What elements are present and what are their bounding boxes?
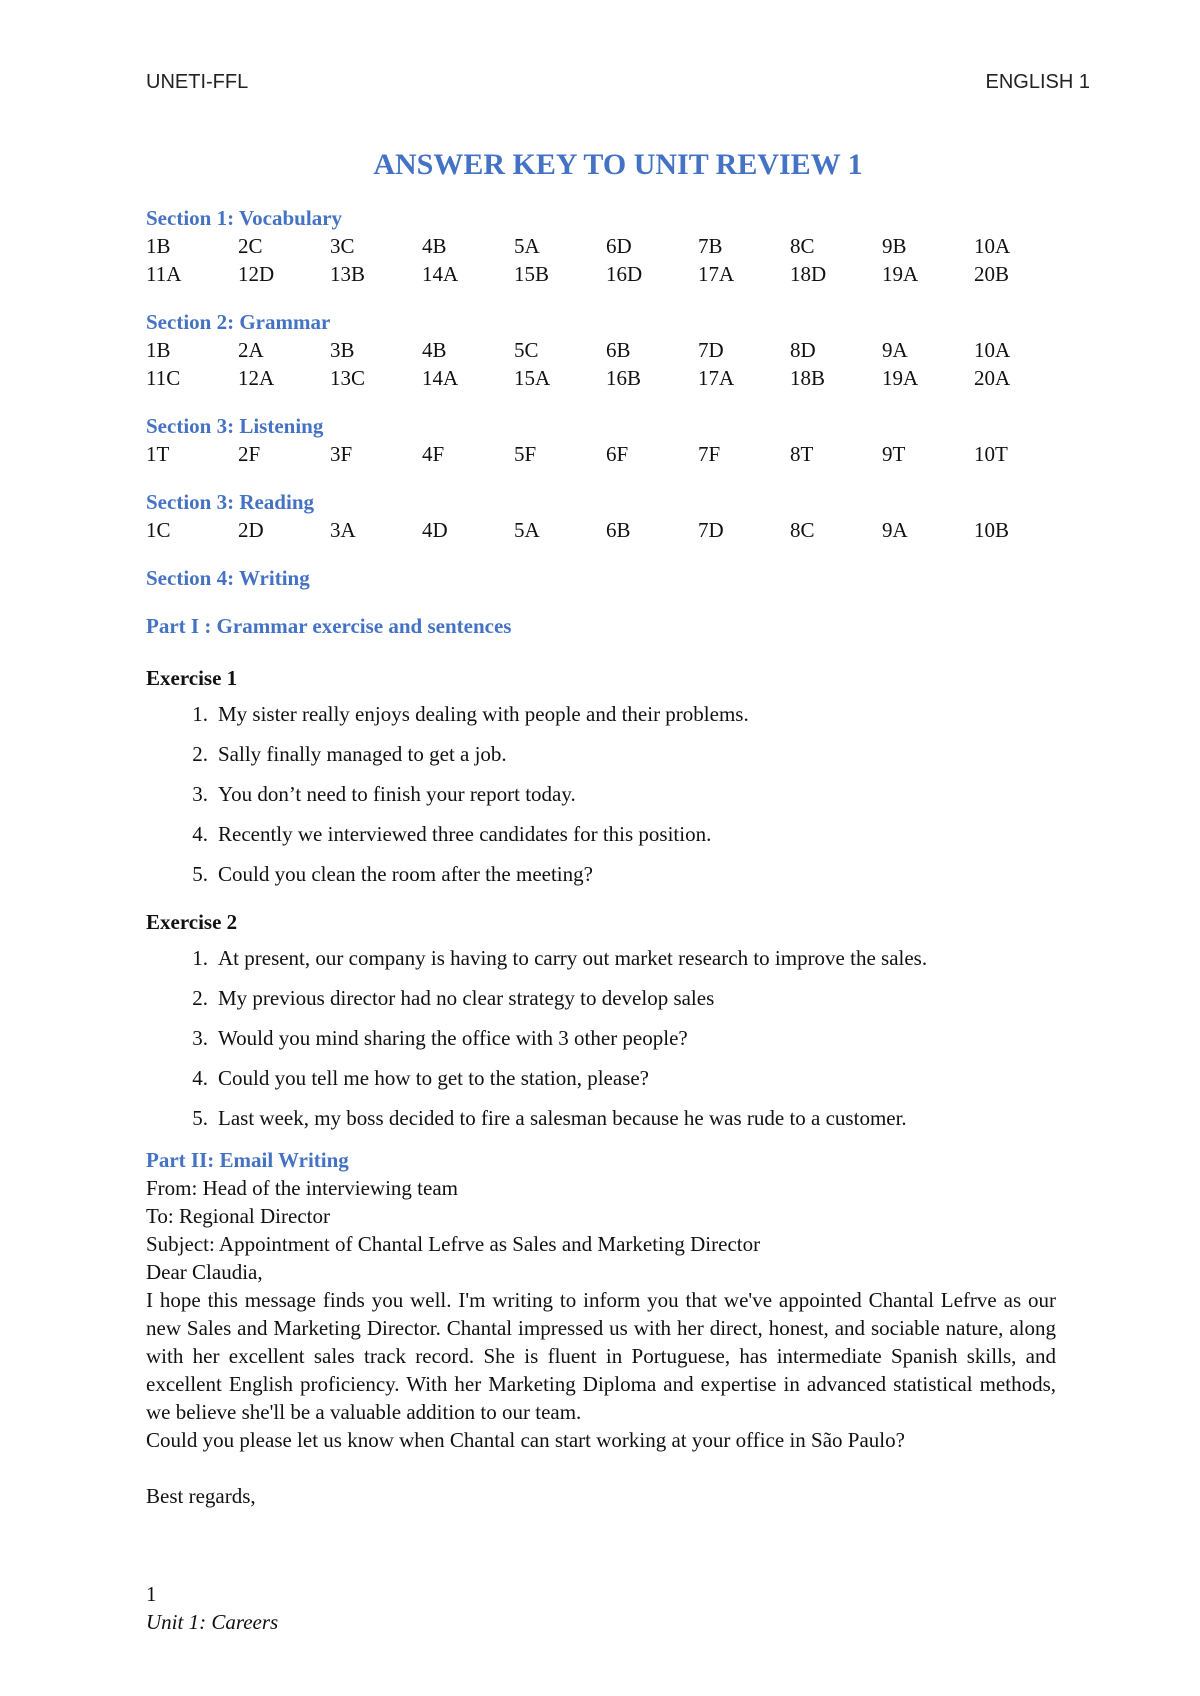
exercise1-heading: Exercise 1 <box>146 666 238 690</box>
answer-cell: 11C <box>146 366 181 390</box>
answer-cell: 13B <box>330 262 366 286</box>
answer-cell: 20B <box>974 262 1010 286</box>
page-title: ANSWER KEY TO UNIT REVIEW 1 <box>373 148 863 181</box>
exercise2-heading: Exercise 2 <box>146 910 238 934</box>
section-heading: Section 3: Listening <box>146 414 324 438</box>
answer-cell: 8C <box>790 234 815 258</box>
answer-cell: 4F <box>422 442 445 466</box>
section-heading: Section 2: Grammar <box>146 310 331 334</box>
part1-heading: Part I : Grammar exercise and sentences <box>146 614 512 638</box>
section-heading: Section 1: Vocabulary <box>146 206 343 230</box>
header-right: ENGLISH 1 <box>985 71 1090 93</box>
answer-cell: 10B <box>974 518 1010 542</box>
answer-cell: 1B <box>146 234 171 258</box>
email <box>146 1174 1066 1510</box>
answer-cell: 5F <box>514 442 537 466</box>
list-item-text: You don’t need to finish your report today. <box>218 782 576 806</box>
answer-cell: 19A <box>882 262 919 286</box>
answer-cell: 13C <box>330 366 366 390</box>
answer-cell: 4B <box>422 338 447 362</box>
answer-cell: 10T <box>974 442 1008 466</box>
email-from: From: Head of the interviewing team <box>146 1176 458 1200</box>
answer-cell: 8D <box>790 338 816 362</box>
answer-cell: 15B <box>514 262 550 286</box>
list-item: 2. My previous director had no clear strategy to develop sales <box>146 978 1066 1018</box>
section-listening <box>146 412 1066 468</box>
answer-cell: 4D <box>422 518 448 542</box>
answer-cell: 5A <box>514 518 540 542</box>
email-greeting: Dear Claudia, <box>146 1260 263 1284</box>
answer-cell: 5C <box>514 338 539 362</box>
answer-cell: 2A <box>238 338 264 362</box>
email-subject: Subject: Appointment of Chantal Lefrve as Sales and Marketing Director <box>146 1232 761 1256</box>
exercise2-list <box>146 938 1066 1138</box>
answer-cell: 6B <box>606 518 631 542</box>
answer-cell: 3B <box>330 338 355 362</box>
list-item: 3. You don’t need to finish your report today. <box>146 774 1066 814</box>
part2-heading: Part II: Email Writing <box>146 1148 349 1172</box>
answer-cell: 3A <box>330 518 356 542</box>
answer-cell: 9A <box>882 338 908 362</box>
answer-cell: 5A <box>514 234 540 258</box>
answer-cell: 16B <box>606 366 642 390</box>
email-body: I hope this message finds you well. I'm writing to inform you that we've appointed Chantal Lefrve as our new Sales and Marketing Director. Chantal impressed us with her direct, honest, and sociable nature, along with her excellent sales track record. She is fluent in Portuguese, has intermediate Spanish skills, and excellent English proficiency. With her Marketing Diploma and expertise in advanced statistical methods, we believe she'll be a valuable addition to our team. <box>146 1288 1056 1424</box>
answer-cell: 12D <box>238 262 275 286</box>
writing-heading: Section 4: Writing <box>146 566 310 590</box>
list-item-text: Could you tell me how to get to the station, please? <box>218 1066 650 1090</box>
list-item-text: At present, our company is having to carry out market research to improve the sales. <box>218 946 928 970</box>
answer-cell: 18B <box>790 366 826 390</box>
answer-cell: 12A <box>238 366 275 390</box>
answer-cell: 9B <box>882 234 907 258</box>
answer-cell: 19A <box>882 366 919 390</box>
header-left: UNETI-FFL <box>146 71 249 93</box>
answer-row <box>146 440 1066 468</box>
answer-cell: 6B <box>606 338 631 362</box>
document-body <box>146 204 1066 1510</box>
answer-cell: 17A <box>698 366 735 390</box>
email-question: Could you please let us know when Chantal can start working at your office in São Paulo? <box>146 1428 905 1452</box>
answer-cell: 10A <box>974 338 1011 362</box>
answer-cell: 1B <box>146 338 171 362</box>
answer-cell: 6F <box>606 442 629 466</box>
footer-unit: Unit 1: Careers <box>146 1610 279 1634</box>
answer-cell: 9T <box>882 442 906 466</box>
answer-cell: 17A <box>698 262 735 286</box>
list-item: 4. Recently we interviewed three candidates for this position. <box>146 814 1066 854</box>
answer-cell: 10A <box>974 234 1011 258</box>
answer-row <box>146 336 1066 364</box>
answer-cell: 8C <box>790 518 815 542</box>
answer-cell: 3F <box>330 442 353 466</box>
email-to: To: Regional Director <box>146 1204 330 1228</box>
list-item-text: Would you mind sharing the office with 3 other people? <box>218 1026 688 1050</box>
page-number: 1 <box>146 1582 157 1606</box>
answer-cell: 14A <box>422 262 459 286</box>
answer-cell: 9A <box>882 518 908 542</box>
list-item: 1. At present, our company is having to carry out market research to improve the sales. <box>146 938 1066 978</box>
answer-cell: 11A <box>146 262 182 286</box>
exercise1-list <box>146 694 1066 894</box>
list-item-text: My sister really enjoys dealing with people and their problems. <box>218 702 749 726</box>
answer-row <box>146 364 1066 392</box>
list-item: 2. Sally finally managed to get a job. <box>146 734 1066 774</box>
answer-cell: 8T <box>790 442 814 466</box>
list-item: 4. Could you tell me how to get to the station, please? <box>146 1058 1066 1098</box>
answer-cell: 20A <box>974 366 1011 390</box>
section-grammar <box>146 308 1066 392</box>
answer-cell: 7D <box>698 518 724 542</box>
answer-cell: 7D <box>698 338 724 362</box>
answer-cell: 6D <box>606 234 632 258</box>
answer-cell: 7F <box>698 442 721 466</box>
list-item: 1. My sister really enjoys dealing with people and their problems. <box>146 694 1066 734</box>
answer-cell: 2D <box>238 518 264 542</box>
answer-cell: 7B <box>698 234 723 258</box>
answer-row <box>146 232 1066 260</box>
list-item-text: My previous director had no clear strategy to develop sales <box>218 986 715 1010</box>
answer-cell: 3C <box>330 234 355 258</box>
answer-cell: 16D <box>606 262 643 286</box>
answer-cell: 1C <box>146 518 171 542</box>
list-item: 3. Would you mind sharing the office with 3 other people? <box>146 1018 1066 1058</box>
answer-cell: 18D <box>790 262 827 286</box>
email-closing: Best regards, <box>146 1484 256 1508</box>
answer-cell: 2C <box>238 234 263 258</box>
list-item-text: Recently we interviewed three candidates for this position. <box>218 822 712 846</box>
list-item: 5. Last week, my boss decided to fire a salesman because he was rude to a customer. <box>146 1098 1066 1138</box>
answer-row <box>146 260 1066 288</box>
list-item-text: Last week, my boss decided to fire a salesman because he was rude to a customer. <box>218 1106 907 1130</box>
section-reading <box>146 488 1066 544</box>
list-item: 5. Could you clean the room after the meeting? <box>146 854 1066 894</box>
answer-cell: 4B <box>422 234 447 258</box>
section-vocabulary <box>146 204 1066 288</box>
answer-cell: 1T <box>146 442 170 466</box>
answer-cell: 2F <box>238 442 261 466</box>
answer-cell: 15A <box>514 366 551 390</box>
answer-cell: 14A <box>422 366 459 390</box>
list-item-text: Sally finally managed to get a job. <box>218 742 507 766</box>
answer-row <box>146 516 1066 544</box>
section-heading: Section 3: Reading <box>146 490 314 514</box>
list-item-text: Could you clean the room after the meeting? <box>218 862 593 886</box>
